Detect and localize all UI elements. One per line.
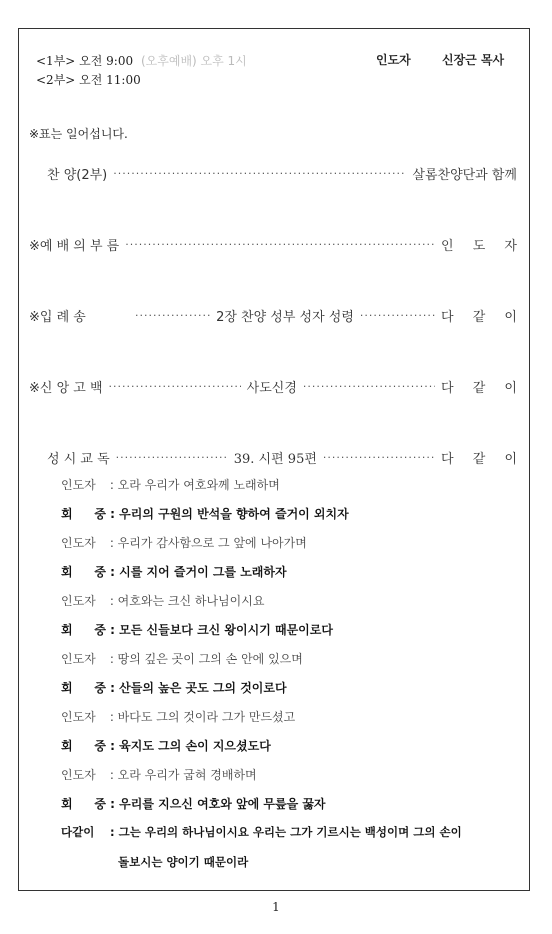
order-right: 다 같 이 — [440, 310, 517, 325]
reading-line: 다같이 : 그는 우리의 하나님이시요 우리는 그가 기르시는 백성이며 그의 손이 — [61, 825, 462, 839]
order-row-praise — [29, 164, 517, 183]
reading-line: 회 중 : 육지도 그의 손이 지으셨도다 — [61, 739, 271, 753]
leader-dots — [125, 238, 435, 251]
leader-label: 인도자 — [376, 53, 411, 67]
order-right: 다 같 이 — [441, 452, 518, 467]
leader-dots — [360, 309, 435, 322]
reading-line: 회 중 : 시를 지어 즐거이 그를 노래하자 — [61, 565, 287, 579]
bulletin-frame — [18, 28, 530, 891]
reading-speaker: 인도자 — [61, 652, 96, 666]
order-middle: 39. 시편 95편 — [233, 452, 317, 467]
reading-line-continued: 돌보시는 양이기 때문이라 — [118, 855, 249, 869]
reading-speaker: 인도자 — [61, 536, 96, 550]
reading-speaker: 인도자 — [61, 710, 96, 724]
reading-line: 회 중 : 우리를 지으신 여호와 앞에 무릎을 꿇자 — [61, 797, 326, 811]
standing-note: ※표는 일어섭니다. — [29, 127, 128, 141]
reading-line: 회 중 : 모든 신들보다 크신 왕이시기 때문이로다 — [61, 623, 333, 637]
reading-line: 인도자 : 오라 우리가 여호와께 노래하며 — [61, 478, 280, 492]
reading-text: 여호와는 크신 하나님이시요 — [117, 594, 265, 608]
order-label: ※입 례 송 — [29, 310, 86, 325]
reading-text: 산들의 높은 곳도 그의 것이로다 — [119, 681, 287, 695]
order-middle: 사도신경 — [246, 381, 297, 396]
order-label: ※신 앙 고 백 — [29, 381, 103, 396]
reading-text: 땅의 깊은 곳이 그의 손 안에 있으며 — [117, 652, 303, 666]
order-row-call-to-worship — [29, 235, 517, 254]
reading-line: 인도자 : 우리가 감사함으로 그 앞에 나아가며 — [61, 536, 307, 550]
leader-dots — [303, 380, 435, 393]
reading-line: 인도자 : 여호와는 크신 하나님이시요 — [61, 594, 265, 608]
service-time-ghost: (오후예배) 오후 1시 — [141, 54, 247, 68]
order-middle: 2장 찬양 성부 성자 성령 — [216, 310, 354, 325]
leader-dots — [109, 380, 241, 393]
leader-dots — [323, 451, 435, 464]
reading-text: 모든 신들보다 크신 왕이시기 때문이로다 — [119, 623, 333, 637]
reading-text: 바다도 그의 것이라 그가 만드셨고 — [117, 710, 296, 724]
page-number: 1 — [272, 900, 280, 914]
reading-line: 인도자 : 바다도 그의 것이라 그가 만드셨고 — [61, 710, 296, 724]
order-label: 찬 양(2부) — [47, 168, 108, 183]
order-right: 인 도 자 — [441, 239, 517, 254]
reading-line: 인도자 : 오라 우리가 굽혀 경배하며 — [61, 768, 257, 782]
reading-text: 그는 우리의 하나님이시요 우리는 그가 기르시는 백성이며 그의 손이 — [118, 825, 462, 839]
service-time-1: <1부> 오전 9:00 — [36, 54, 134, 68]
reading-speaker: 다같이 — [61, 825, 95, 839]
reading-speaker: 회 중 — [61, 797, 106, 811]
leader-dots — [116, 451, 228, 464]
leader-dots — [135, 309, 210, 322]
leader-name: 신장근 목사 — [442, 53, 505, 67]
reading-speaker: 인도자 — [61, 594, 96, 608]
reading-line: 인도자 : 땅의 깊은 곳이 그의 손 안에 있으며 — [61, 652, 303, 666]
reading-speaker: 인도자 — [61, 478, 96, 492]
reading-text: 우리를 지으신 여호와 앞에 무릎을 꿇자 — [119, 797, 326, 811]
reading-speaker: 회 중 — [61, 623, 106, 637]
reading-text: 오라 우리가 여호와께 노래하며 — [117, 478, 280, 492]
order-row-responsive-reading — [29, 448, 517, 467]
reading-text: 우리가 감사함으로 그 앞에 나아가며 — [117, 536, 307, 550]
reading-text: 우리의 구원의 반석을 향하여 즐거이 외치자 — [119, 507, 349, 521]
service-time-2: <2부> 오전 11:00 — [36, 73, 141, 87]
reading-text: 오라 우리가 굽혀 경배하며 — [117, 768, 257, 782]
order-row-hymn — [29, 306, 517, 325]
order-label: 성 시 교 독 — [47, 452, 110, 467]
reading-speaker: 회 중 — [61, 507, 106, 521]
leader-dots — [113, 167, 406, 180]
reading-speaker: 인도자 — [61, 768, 96, 782]
order-right: 다 같 이 — [440, 381, 517, 396]
order-label: ※예 배 의 부 름 — [29, 239, 120, 254]
reading-text: 육지도 그의 손이 지으셨도다 — [119, 739, 271, 753]
reading-speaker: 회 중 — [61, 565, 106, 579]
reading-line: 회 중 : 우리의 구원의 반석을 향하여 즐거이 외치자 — [61, 507, 349, 521]
reading-line: 회 중 : 산들의 높은 곳도 그의 것이로다 — [61, 681, 287, 695]
order-row-creed — [29, 377, 517, 396]
reading-speaker: 회 중 — [61, 681, 106, 695]
order-right: 살롬찬양단과 함께 — [412, 168, 517, 183]
reading-speaker: 회 중 — [61, 739, 106, 753]
reading-text: 시를 지어 즐거이 그를 노래하자 — [119, 565, 287, 579]
